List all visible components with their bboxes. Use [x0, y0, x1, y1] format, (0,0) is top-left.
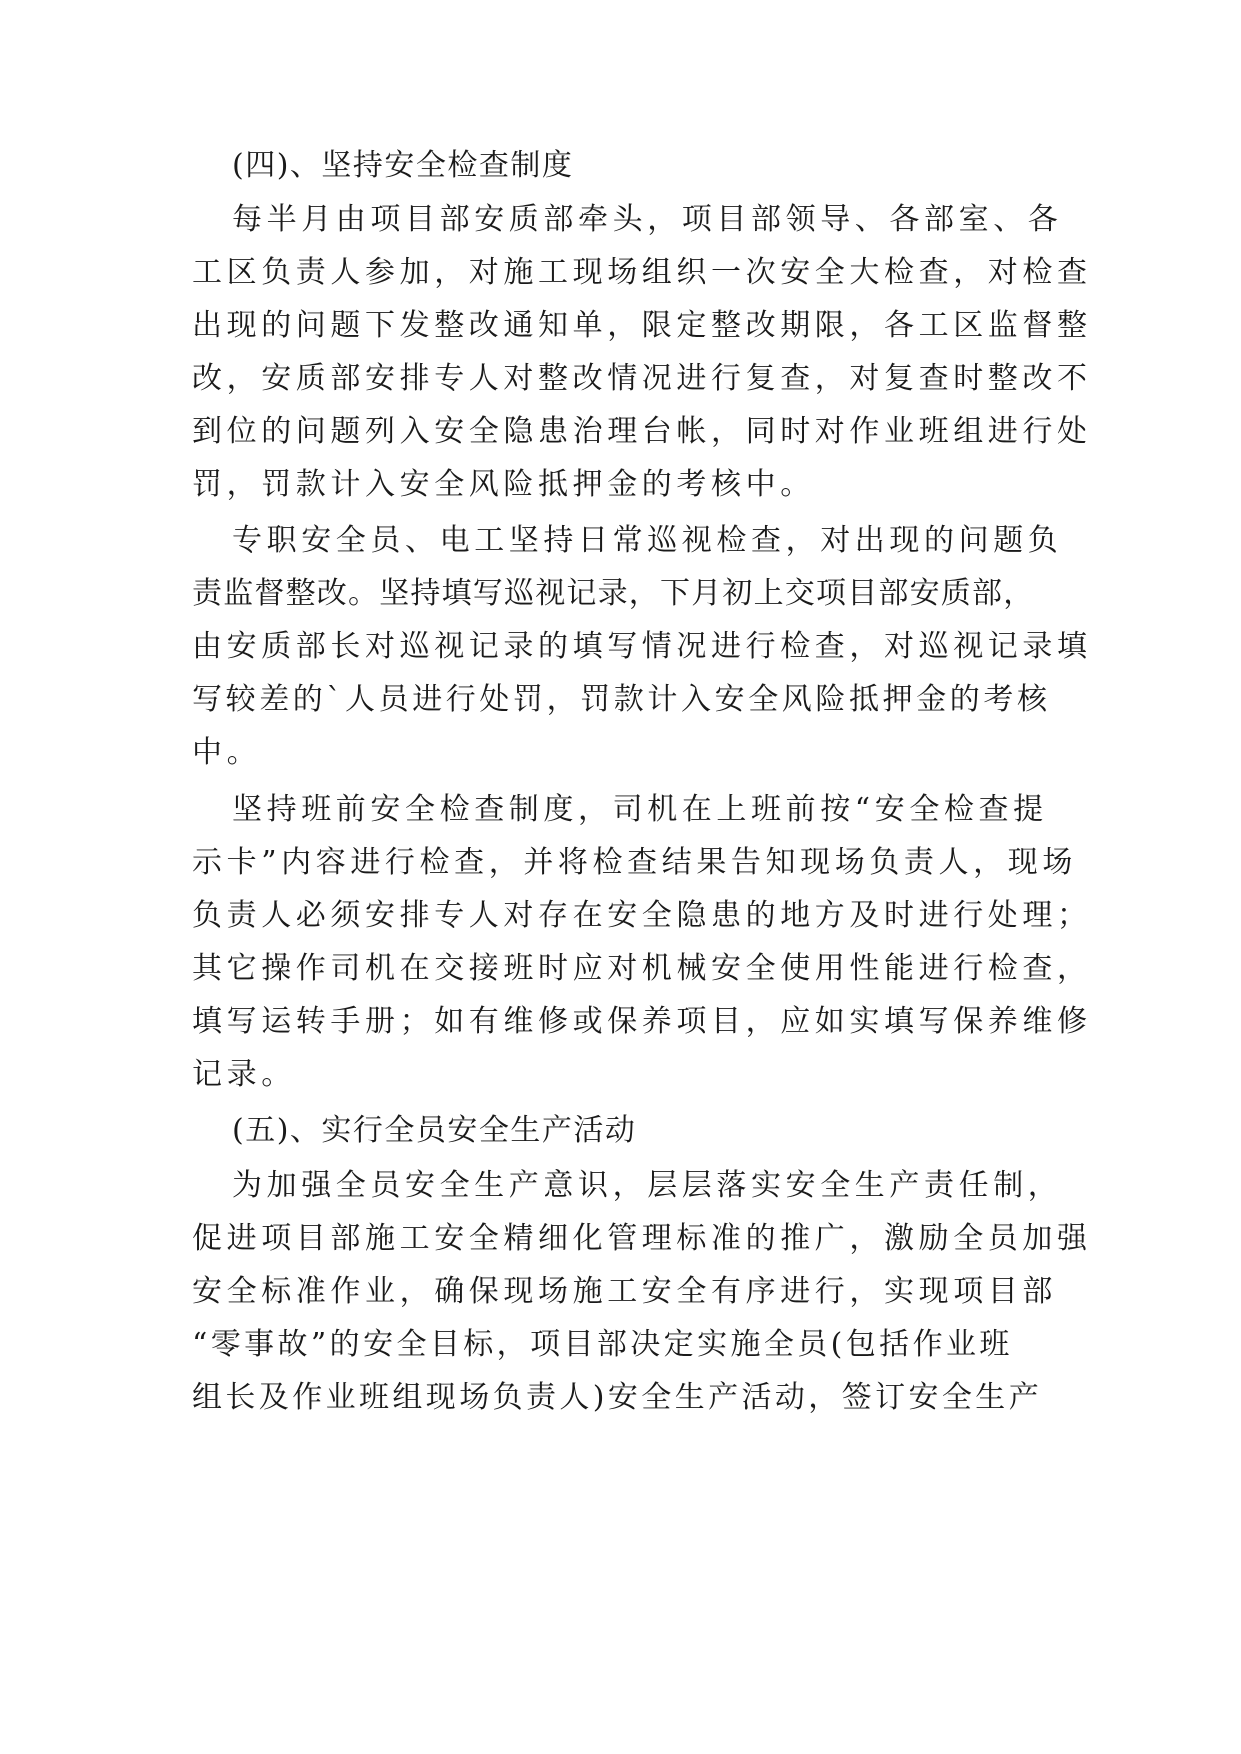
paragraph-line: 示卡”内容进行检查，并将检查结果告知现场负责人，现场: [192, 845, 1077, 880]
paragraph-line: 专职安全员、电工坚持日常巡视检查，对出现的问题负: [232, 523, 1063, 558]
paragraph-line: 负责人必须安排专人对存在安全隐患的地方及时进行处理；: [192, 898, 1092, 933]
paragraph-line: 责监督整改。坚持填写巡视记录，下月初上交项目部安质部，: [192, 576, 1035, 611]
paragraph-line: 罚，罚款计入安全风险抵押金的考核中。: [192, 467, 815, 502]
paragraph-line: 每半月由项目部安质部牵头，项目部领导、各部室、各: [232, 202, 1063, 237]
paragraph-line: 填写运转手册；如有维修或保养项目，应如实填写保养维修: [192, 1004, 1092, 1039]
section-heading: (四)、坚持安全检查制度: [232, 148, 574, 183]
paragraph-line: 组长及作业班组现场负责人)安全生产活动，签订安全生产: [192, 1380, 1043, 1415]
paragraph-line: 写较差的`人员进行处罚，罚款计入安全风险抵押金的考核: [192, 682, 1051, 717]
paragraph-line: 由安质部长对巡视记录的填写情况进行检查，对巡视记录填: [192, 629, 1092, 664]
paragraph-line: 记录。: [192, 1057, 296, 1092]
paragraph-line: 其它操作司机在交接班时应对机械安全使用性能进行检查，: [192, 951, 1092, 986]
paragraph-line: 工区负责人参加，对施工现场组织一次安全大检查，对检查: [192, 255, 1092, 290]
paragraph-line: 中。: [192, 735, 262, 770]
paragraph-line: 为加强全员安全生产意识，层层落实安全生产责任制，: [232, 1168, 1063, 1203]
paragraph-line: “零事故”的安全目标，项目部决定实施全员(包括作业班: [192, 1327, 1013, 1362]
paragraph-line: 促进项目部施工安全精细化管理标准的推广，激励全员加强: [192, 1221, 1092, 1256]
paragraph-line: 坚持班前安全检查制度，司机在上班前按“安全检查提: [232, 792, 1048, 827]
paragraph-line: 安全标准作业，确保现场施工安全有序进行，实现项目部: [192, 1274, 1057, 1309]
section-heading: (五)、实行全员安全生产活动: [232, 1113, 637, 1148]
paragraph-line: 改，安质部安排专人对整改情况进行复查，对复查时整改不: [192, 361, 1092, 396]
paragraph-line: 到位的问题列入安全隐患治理台帐，同时对作业班组进行处: [192, 414, 1092, 449]
paragraph-line: 出现的问题下发整改通知单，限定整改期限，各工区监督整: [192, 308, 1092, 343]
